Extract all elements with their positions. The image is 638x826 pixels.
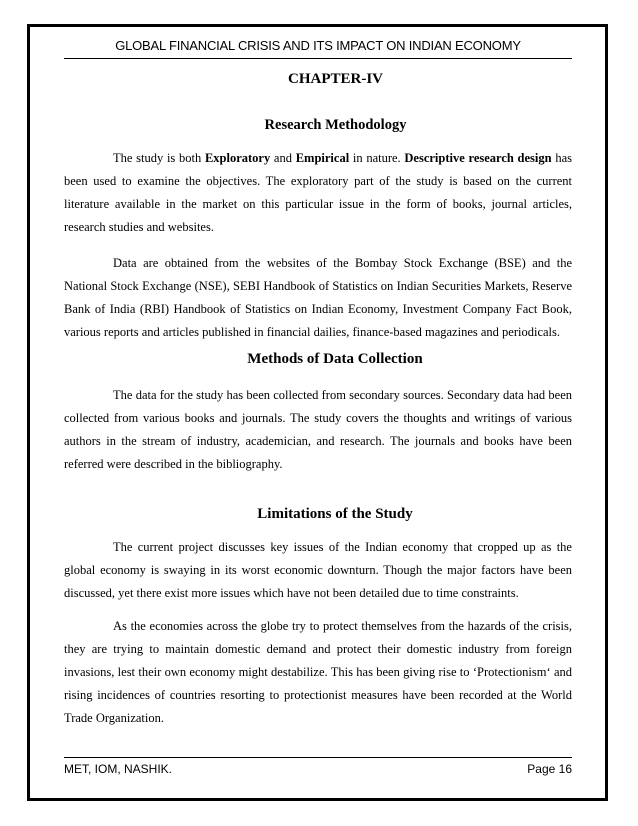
intro-text-4: has been used to examine the objectives. The exploratory part of the study is based on the current literature available in the market on this particular issue in the form of books, journal articles, research studies and websites. <box>64 151 572 234</box>
exploratory-term: Exploratory <box>204 151 271 165</box>
empirical-term: Empirical <box>295 151 350 165</box>
section-title: Research Methodology <box>264 117 407 133</box>
page-number: Page 16 <box>527 762 572 776</box>
intro-paragraph <box>64 147 572 239</box>
intro-text-2: and <box>270 151 296 165</box>
intro-text-3: in nature. <box>349 151 405 165</box>
descriptive-term: Descriptive research design <box>404 151 552 165</box>
intro-text-1: The study is both <box>113 151 205 165</box>
methods-heading: Methods of Data Collection <box>247 351 423 367</box>
chapter-title: CHAPTER-IV <box>287 71 383 87</box>
methods-paragraph: The data for the study has been collected from secondary sources. Secondary data had been collected from various books and journals. The study covers the thoughts and writings of various authors in the stream of industry, academician, and research. The journals and books have been referred were described in the bibliography. <box>64 388 572 471</box>
running-header: GLOBAL FINANCIAL CRISIS AND ITS IMPACT ON INDIAN ECONOMY <box>115 38 521 53</box>
data-sources-paragraph: Data are obtained from the websites of the Bombay Stock Exchange (BSE) and the National Stock Exchange (NSE), SEBI Handbook of Statistics on Indian Securities Markets, Reserve Bank of India (RBI) Handbook of Statistics on Indian Economy, Investment Company Fact Book, various reports and articles published in financial dailies, finance-based magazines and periodicals. <box>64 256 572 339</box>
page-content <box>64 64 572 730</box>
footer-institution: MET, IOM, NASHIK. <box>64 762 173 776</box>
limitations-paragraph-1: The current project discusses key issues of the Indian economy that cropped up as the global economy is swaying in its worst economic downturn. Though the major factors have been discussed, yet there exist more issues which have not been detailed due to time constraints. <box>64 540 572 600</box>
limitations-paragraph-2: As the economies across the globe try to protect themselves from the hazards of the crisis, they are trying to maintain domestic demand and protect their domestic industry from foreign invasions, lest their own economy might destabilize. This has been giving rise to ‘Protectionism‘ and rising incidences of countries resorting to protectionist measures have been recorded at the World Trade Organization. <box>64 619 572 725</box>
header-divider <box>64 58 572 59</box>
limitations-heading: Limitations of the Study <box>257 506 413 522</box>
footer-divider <box>64 757 572 758</box>
running-footer <box>64 762 572 776</box>
